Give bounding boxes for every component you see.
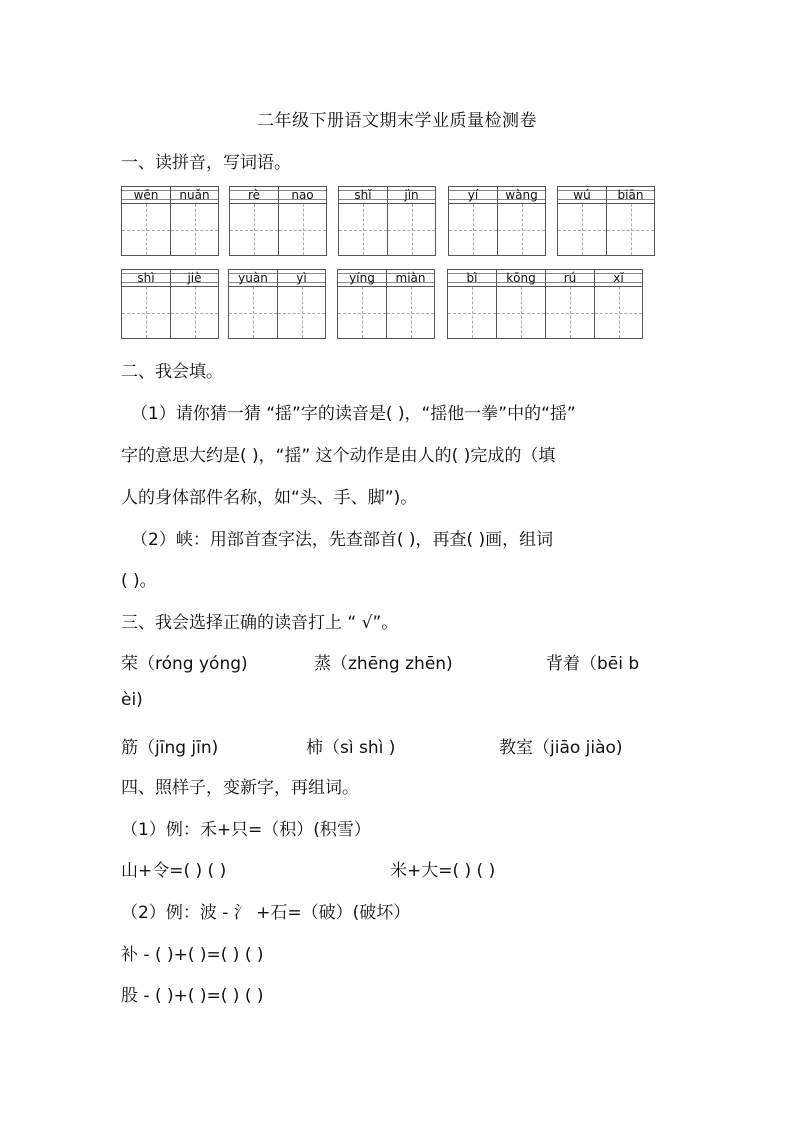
word-box (229, 186, 327, 256)
char-cell[interactable]: biān (606, 186, 655, 256)
q3-item[interactable]: 荣（róng yóng) (121, 654, 248, 674)
char-cell[interactable]: rè (229, 186, 278, 256)
char-cell[interactable]: jiè (170, 269, 219, 339)
q2-line-5: ( )。 (121, 571, 157, 591)
q4-example-2: （2）例：波 - 氵 +石=（破）(破坏） (121, 903, 411, 923)
q4-row-1 (121, 856, 681, 880)
q3-row-1 (121, 649, 681, 673)
q3-item[interactable]: 教室（jiāo jiào) (499, 738, 623, 758)
q4-example-1: （1）例：禾+只=（积）(积雪） (121, 820, 371, 840)
q2-line-1: （1）请你猜一猜 “揺”字的读音是( )，“揺他一拳”中的“揺” (131, 404, 576, 424)
char-cell[interactable]: yuàn (228, 269, 277, 339)
section-2-heading: 二、我会填。 (121, 362, 223, 382)
q2-line-2: 字的意思大约是( )，“揺” 这个动作是由人的( )完成的（填 (121, 446, 556, 466)
word-box (447, 269, 643, 339)
section-3-heading: 三、我会选择正确的读音打上 “ √”。 (121, 613, 399, 633)
char-cell[interactable]: rú (545, 269, 594, 339)
word-box (228, 269, 326, 339)
char-cell[interactable]: wú (557, 186, 606, 256)
word-box (557, 186, 655, 256)
char-cell[interactable]: kōng (496, 269, 545, 339)
char-cell[interactable]: nao (278, 186, 327, 256)
q3-row-1-cont: èi) (121, 690, 143, 710)
word-box (338, 186, 436, 256)
char-cell[interactable]: wàng (497, 186, 546, 256)
char-cell[interactable]: yí (448, 186, 497, 256)
section-1-heading: 一、读拼音，写词语。 (121, 153, 291, 173)
char-cell[interactable]: shì (121, 269, 170, 339)
char-cell[interactable]: miàn (386, 269, 435, 339)
word-box (121, 269, 219, 339)
q2-line-4: （2）峡：用部首查字法，先查部首( )，再查( )画，组词 (131, 530, 554, 550)
char-cell[interactable]: nuǎn (170, 186, 219, 256)
char-cell[interactable]: yíng (337, 269, 386, 339)
q3-item[interactable]: 柿（sì shì ) (306, 738, 396, 758)
q3-item[interactable]: 背着（bēi b (546, 654, 640, 674)
q3-item[interactable]: 筋（jīng jīn) (121, 738, 219, 758)
q4-row-3[interactable]: 股 - ( )+( )=( ) ( ) (121, 986, 264, 1006)
char-cell[interactable]: wēn (121, 186, 170, 256)
char-cell[interactable]: yì (277, 269, 326, 339)
q4-item[interactable]: 山+令=( ) ( ) (121, 861, 227, 881)
q4-item[interactable]: 米+大=( ) ( ) (390, 861, 496, 881)
char-cell[interactable]: shǐ (338, 186, 387, 256)
char-cell[interactable]: bì (447, 269, 496, 339)
char-cell[interactable]: jìn (387, 186, 436, 256)
word-box (121, 186, 219, 256)
word-box (337, 269, 435, 339)
section-4-heading: 四、照样子，变新字，再组词。 (121, 778, 359, 798)
char-cell[interactable]: xǐ (594, 269, 643, 339)
word-box (448, 186, 546, 256)
page-title: 二年级下册语文期末学业质量检测卷 (257, 111, 537, 131)
q3-item[interactable]: 蒸（zhēng zhēn) (314, 654, 453, 674)
q4-row-2[interactable]: 补 - ( )+( )=( ) ( ) (121, 945, 264, 965)
q3-row-2 (121, 733, 681, 757)
pinyin-grid-row-1 (121, 186, 681, 256)
q2-line-3: 人的身体部件名称，如“头、手、脚”)。 (121, 488, 418, 508)
pinyin-grid-row-2 (121, 269, 681, 339)
